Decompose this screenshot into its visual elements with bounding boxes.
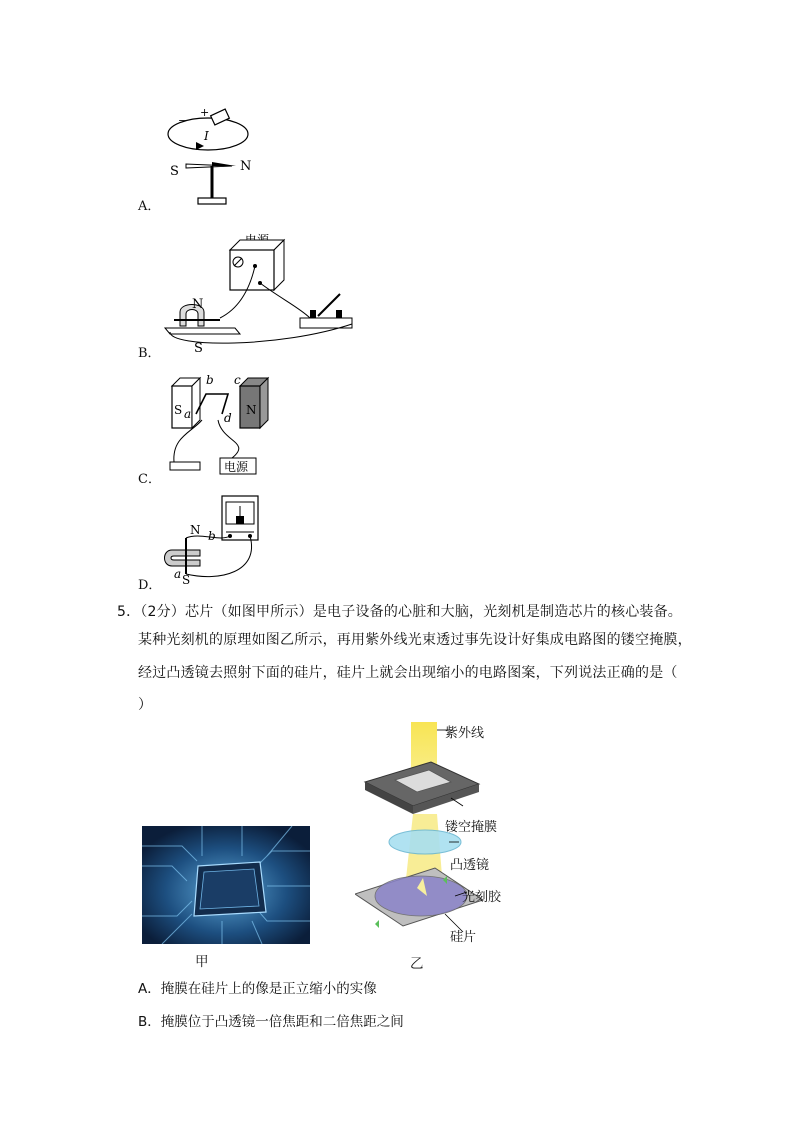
minus-sign: − bbox=[178, 114, 188, 127]
question-5-line-4: ） bbox=[138, 697, 153, 713]
answer-option-b: B．掩膜位于凸透镜一倍焦距和二倍焦距之间 bbox=[138, 1014, 404, 1030]
label-a: a bbox=[184, 407, 192, 421]
current-label: I bbox=[204, 129, 209, 143]
question-5-line-2: 某种光刻机的原理如图乙所示，再用紫外线光束透过事先设计好集成电路图的镂空掩膜， bbox=[138, 632, 692, 648]
caption-jia: 甲 bbox=[195, 954, 209, 970]
caption-yi: 乙 bbox=[410, 956, 424, 972]
south-label: S bbox=[182, 573, 191, 584]
south-label: S bbox=[194, 341, 203, 356]
label-d: d bbox=[224, 411, 232, 425]
compass-base bbox=[198, 198, 226, 204]
label-b: b bbox=[208, 529, 216, 543]
compass-needle-n bbox=[212, 162, 236, 166]
figure-c bbox=[162, 372, 272, 482]
label-a: a bbox=[174, 567, 182, 581]
figure-a-drawing bbox=[160, 100, 260, 212]
chip-photo bbox=[142, 826, 310, 944]
south-label: S bbox=[174, 403, 183, 417]
north-label: N bbox=[240, 159, 252, 174]
north-label: N bbox=[246, 403, 257, 417]
label-lens: 凸透镜 bbox=[450, 858, 490, 873]
answer-option-a: A．掩膜在硅片上的像是正立缩小的实像 bbox=[138, 981, 377, 997]
figure-c-drawing bbox=[162, 372, 272, 482]
option-c-letter: C． bbox=[138, 472, 161, 487]
south-label: S bbox=[170, 164, 179, 179]
label-b: b bbox=[206, 373, 214, 387]
figure-a bbox=[160, 100, 260, 212]
figure-b bbox=[160, 228, 360, 358]
question-5-line-1: 5．（2分）芯片（如图甲所示）是电子设备的心脏和大脑，光刻机是制造芯片的核心装备。 bbox=[117, 604, 683, 620]
chip-photo-drawing bbox=[142, 826, 310, 944]
label-mask: 镂空掩膜 bbox=[445, 820, 498, 835]
battery bbox=[211, 109, 230, 125]
figure-d-drawing bbox=[160, 492, 270, 584]
figure-b-drawing bbox=[160, 228, 360, 358]
green-marker bbox=[375, 920, 379, 928]
switch bbox=[170, 462, 200, 470]
label-photoresist: 光刻胶 bbox=[462, 890, 502, 905]
option-b-letter: B． bbox=[138, 346, 161, 361]
question-5-line-3: 经过凸透镜去照射下面的硅片，硅片上就会出现缩小的电路图案，下列说法正确的是（ bbox=[138, 665, 678, 681]
power-supply-box bbox=[230, 250, 274, 290]
label-c: c bbox=[234, 373, 241, 387]
current-arrow bbox=[196, 142, 204, 150]
option-d-letter: D． bbox=[138, 578, 162, 593]
label-uv: 紫外线 bbox=[445, 726, 485, 741]
plus-sign: + bbox=[200, 106, 210, 119]
north-label: N bbox=[190, 523, 201, 537]
power-source-label: 电源 bbox=[224, 460, 249, 474]
north-label: N bbox=[192, 297, 204, 312]
magnet-base bbox=[165, 328, 240, 334]
option-a-letter: A． bbox=[138, 199, 161, 214]
u-magnet bbox=[165, 550, 201, 566]
label-wafer: 硅片 bbox=[450, 930, 477, 945]
figure-d bbox=[160, 492, 270, 584]
